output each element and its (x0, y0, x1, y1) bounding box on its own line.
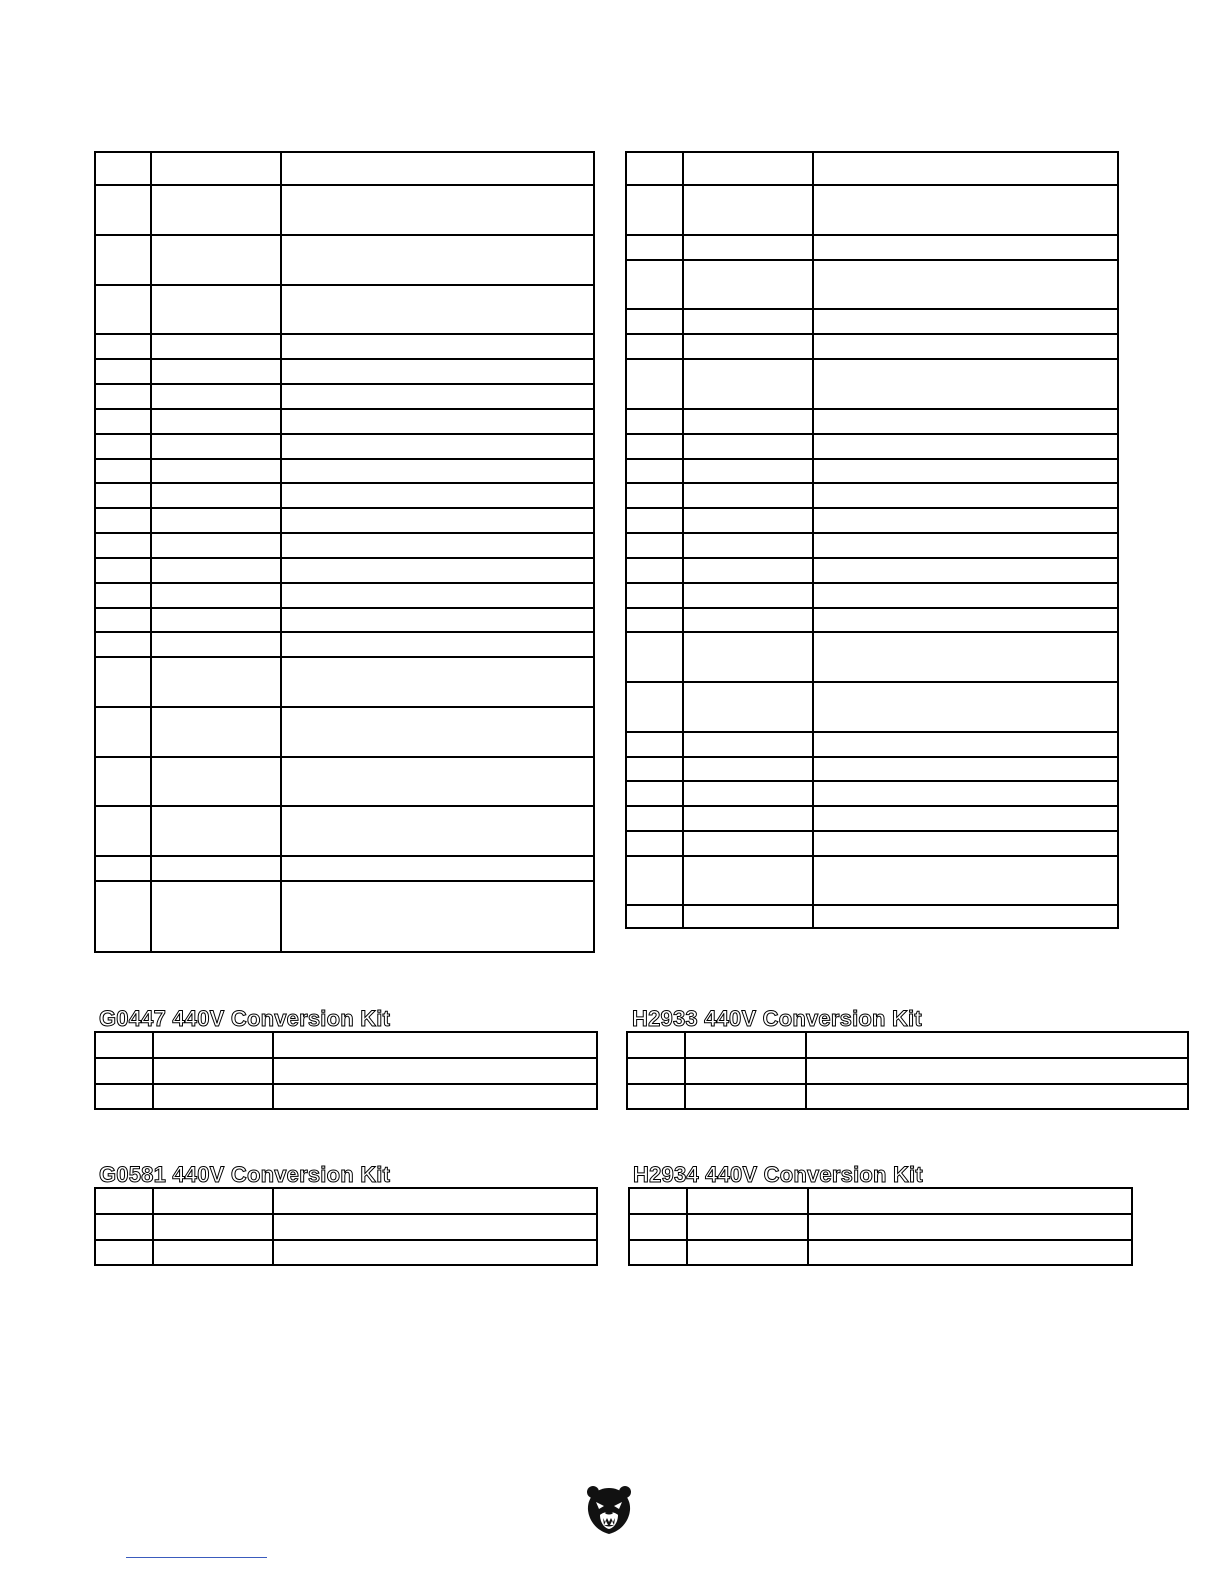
table-row (96, 706, 593, 708)
kit-title-g0581: G0581 440V Conversion Kit (99, 1162, 391, 1187)
table-row (96, 532, 593, 534)
column-divider (686, 1189, 688, 1264)
table-row (628, 1083, 1187, 1085)
table-row (96, 656, 593, 658)
kit-title-h2933: H2933 440V Conversion Kit (632, 1006, 922, 1031)
column-divider (152, 1033, 154, 1108)
table-row (96, 1083, 596, 1085)
column-divider (152, 1189, 154, 1264)
table-row (627, 855, 1117, 857)
table-row (96, 880, 593, 882)
table-row (627, 259, 1117, 261)
table-row (96, 358, 593, 360)
table-row (630, 1213, 1131, 1215)
table-row (96, 756, 593, 758)
column-divider (272, 1033, 274, 1108)
table-row (627, 681, 1117, 683)
column-divider (682, 153, 684, 927)
table-row (96, 557, 593, 559)
table-row (96, 333, 593, 335)
column-divider (812, 153, 814, 927)
column-divider (805, 1033, 807, 1108)
table-row (96, 607, 593, 609)
table-row (627, 805, 1117, 807)
column-divider (280, 153, 282, 951)
table-row (96, 805, 593, 807)
table-row (627, 458, 1117, 460)
kit-table-h2933 (626, 1031, 1189, 1110)
table-row (627, 830, 1117, 832)
table-row (627, 433, 1117, 435)
table-row (627, 308, 1117, 310)
table-row (627, 333, 1117, 335)
table-row (627, 731, 1117, 733)
table-row (627, 184, 1117, 186)
table-row (96, 184, 593, 186)
table-row (627, 482, 1117, 484)
table-row (96, 507, 593, 509)
table-row (96, 234, 593, 236)
kit-title-g0447: G0447 440V Conversion Kit (99, 1006, 391, 1031)
kit-table-g0581 (94, 1187, 598, 1266)
table-row (627, 507, 1117, 509)
column-divider (684, 1033, 686, 1108)
table-row (627, 358, 1117, 360)
table-row (96, 582, 593, 584)
table-row (627, 631, 1117, 633)
table-row (96, 482, 593, 484)
footer-rule (126, 1557, 267, 1558)
table-row (96, 383, 593, 385)
kit-table-h2934 (628, 1187, 1133, 1266)
table-row (96, 408, 593, 410)
table-row (628, 1057, 1187, 1059)
kit-title-h2934: H2934 440V Conversion Kit (633, 1162, 923, 1187)
table-row (627, 780, 1117, 782)
table-row (627, 582, 1117, 584)
parts-table-left (94, 151, 595, 953)
column-divider (272, 1189, 274, 1264)
table-row (627, 904, 1117, 906)
table-row (627, 756, 1117, 758)
table-row (96, 284, 593, 286)
column-divider (150, 153, 152, 951)
table-row (96, 1213, 596, 1215)
table-row (627, 607, 1117, 609)
table-row (96, 433, 593, 435)
table-row (96, 855, 593, 857)
table-row (96, 631, 593, 633)
table-row (96, 1057, 596, 1059)
column-divider (807, 1189, 809, 1264)
table-row (630, 1239, 1131, 1241)
bear-head-icon (584, 1484, 634, 1536)
table-row (627, 557, 1117, 559)
kit-table-g0447 (94, 1031, 598, 1110)
table-row (96, 1239, 596, 1241)
table-row (627, 234, 1117, 236)
table-row (627, 532, 1117, 534)
table-row (627, 408, 1117, 410)
table-row (96, 458, 593, 460)
parts-table-right (625, 151, 1119, 929)
